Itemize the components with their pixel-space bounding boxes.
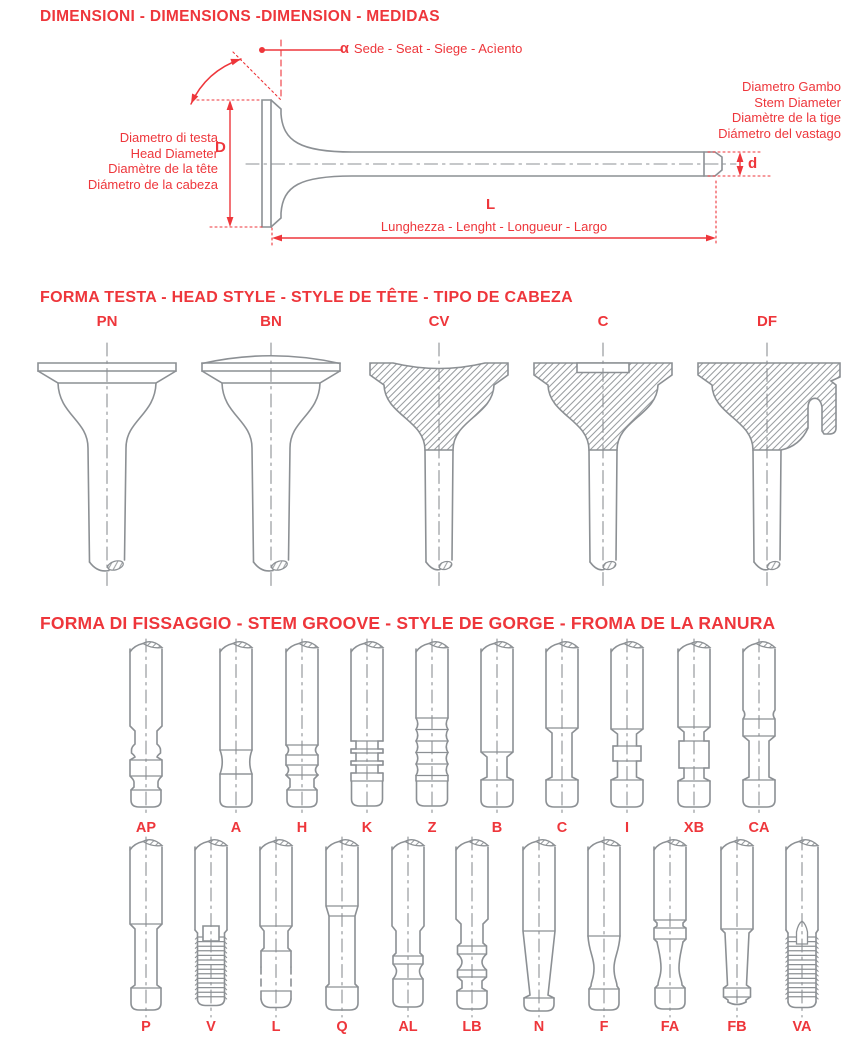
section-head-style-title: FORMA TESTA - HEAD STYLE - STYLE DE TÊTE - TIPO DE CABEZA [40,289,573,306]
length-caption: Lunghezza - Lenght - Longueur - Largo [380,219,608,234]
alpha-symbol: α [340,41,349,57]
stem-groove-label-p: P [141,1019,151,1035]
head-style-label-bn: BN [260,313,282,330]
stem-diameter-caption [718,79,841,141]
head-style-label-pn: PN [96,313,118,330]
caption-line: Diamètre de la tige [731,110,841,125]
stem-groove-label-va: VA [792,1019,812,1035]
seat-angle-caption [340,41,522,57]
head-style-label-cv: CV [428,313,450,330]
caption-line: Diametro Gambo [742,79,841,94]
stem-groove-label-f: F [599,1019,609,1035]
stem-groove-label-ca: CA [748,820,770,836]
stem-groove-label-h: H [296,820,308,836]
section-stem-groove-title: FORMA DI FISSAGGIO - STEM GROOVE - STYLE DE GORGE - FROMA DE LA RANURA [40,613,776,633]
seat-label: Sede - Seat - Siege - Acìento [353,41,523,56]
section-dimensions-title: DIMENSIONI - DIMENSIONS -DIMENSION - MEDIDAS [40,8,440,25]
stem-groove-label-ap: AP [135,820,157,836]
stem-groove-label-n: N [533,1019,545,1035]
stem-groove-label-l: L [271,1019,281,1035]
caption-line: Diamètre de la tête [108,161,218,176]
stem-groove-label-fb: FB [727,1019,747,1035]
stem-groove-label-c: C [556,820,568,836]
head-diameter-letter: D [215,139,226,156]
stem-groove-label-k: K [361,820,373,836]
stem-diameter-letter: d [748,155,758,172]
stem-groove-label-q: Q [336,1019,348,1035]
caption-line: Stem Diameter [754,94,841,110]
head-style-label-df: DF [757,313,777,330]
stem-groove-label-a: A [230,820,242,836]
stem-groove-label-i: I [624,820,630,836]
stem-groove-label-v: V [206,1019,216,1035]
caption-line: Diámetro de la cabeza [87,176,218,192]
stem-groove-label-lb: LB [462,1019,482,1035]
head-diameter-caption [88,130,218,192]
stem-groove-label-al: AL [398,1019,418,1035]
caption-line: Diametro di testa [119,130,218,145]
head-style-label-c: C [597,313,609,330]
stem-groove-label-z: Z [427,820,437,836]
stem-groove-label-b: B [491,820,503,836]
length-letter: L [486,196,496,213]
caption-line: Diámetro del vastago [718,125,841,141]
caption-line: Head Diameter [130,145,218,161]
stem-groove-label-fa: FA [660,1019,680,1035]
stem-groove-label-xb: XB [683,820,705,836]
